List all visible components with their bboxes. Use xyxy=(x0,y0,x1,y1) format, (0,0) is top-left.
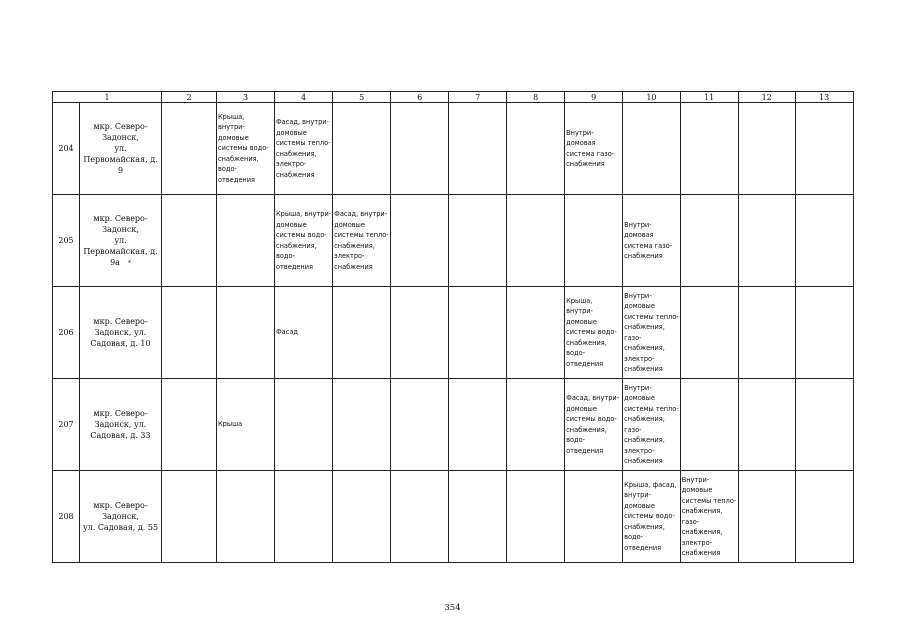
work-line: Внутри- xyxy=(624,220,652,229)
work-line: снабжения xyxy=(624,457,663,465)
address-line: мкр. Северо- xyxy=(93,409,148,418)
work-line: домовые xyxy=(624,302,655,310)
address-line: мкр. Северо- xyxy=(93,122,148,131)
work-cell-c6 xyxy=(391,287,449,379)
work-cell-c5 xyxy=(333,471,391,563)
work-line: снабжения, xyxy=(624,522,665,531)
address-cell xyxy=(80,471,162,563)
work-line: Фасад, внутри- xyxy=(276,118,329,126)
work-cell-c5 xyxy=(333,103,391,195)
work-line: домовые xyxy=(276,220,307,229)
work-line: Крыша, xyxy=(566,296,593,305)
work-line: снабжения, xyxy=(681,528,723,536)
address-line-text: 9а xyxy=(110,257,120,267)
work-cell-c2 xyxy=(162,287,217,379)
work-cell-c9 xyxy=(565,287,623,379)
work-cell-c13 xyxy=(795,287,853,379)
work-line: снабжения xyxy=(566,160,605,168)
work-cell-c7 xyxy=(449,195,507,287)
column-header-5: 5 xyxy=(333,92,391,103)
column-header-11: 11 xyxy=(680,92,738,103)
work-cell-c12 xyxy=(738,103,795,195)
work-line: системы тепло- xyxy=(681,496,737,505)
table-row xyxy=(53,195,854,287)
table-row xyxy=(53,379,854,471)
work-cell-c4 xyxy=(275,471,333,563)
work-line: Внутри- xyxy=(681,475,710,484)
work-line: домовые xyxy=(624,501,655,510)
work-cell-c9 xyxy=(565,379,623,471)
work-line: водо- xyxy=(218,165,237,174)
work-line: водо- xyxy=(276,252,295,260)
column-header-3: 3 xyxy=(217,92,275,103)
address-line: ул. Садовая, д. 55 xyxy=(82,523,159,532)
column-header-7: 7 xyxy=(449,92,507,103)
work-line: домовые xyxy=(276,128,307,137)
work-cell-c11 xyxy=(680,195,738,287)
work-line: снабжения, xyxy=(624,436,665,444)
work-line: домовая xyxy=(624,231,654,239)
address-line: ул. Первомайская, д. xyxy=(83,235,158,256)
work-cell-c4 xyxy=(275,287,333,379)
work-cell-c8 xyxy=(507,379,565,471)
work-line: электро- xyxy=(276,160,307,168)
work-cell-c8 xyxy=(507,471,565,563)
work-line: Крыша, фасад, xyxy=(624,480,677,489)
table-row xyxy=(53,287,854,379)
work-line: внутри- xyxy=(566,307,593,316)
work-cell-c11 xyxy=(680,103,738,195)
address-line: Садовая, д. 33 xyxy=(90,431,151,440)
work-line: Внутри- xyxy=(624,291,652,300)
work-cell-c12 xyxy=(738,287,795,379)
row-number: 207 xyxy=(53,379,80,471)
address-cell xyxy=(80,379,162,471)
work-cell-c4 xyxy=(275,379,333,471)
work-line: Внутри- xyxy=(624,383,652,392)
work-line: Внутри- xyxy=(566,128,594,137)
work-cell-c5 xyxy=(333,287,391,379)
work-line: системы тепло- xyxy=(624,312,679,321)
work-cell-c9 xyxy=(565,471,623,563)
address-cell xyxy=(80,287,162,379)
work-cell-c9 xyxy=(565,195,623,287)
work-cell-c6 xyxy=(391,379,449,471)
column-header-6: 6 xyxy=(391,92,449,103)
row-number: 205 xyxy=(53,195,80,287)
work-line: электро- xyxy=(681,538,713,547)
address-line: Задонск, xyxy=(102,224,139,234)
work-cell-c3 xyxy=(217,379,275,471)
work-line: системы водо- xyxy=(218,144,269,153)
work-line: Фасад xyxy=(276,328,298,337)
work-line: внутри- xyxy=(218,123,245,132)
work-line: отведения xyxy=(218,175,255,184)
work-cell-c7 xyxy=(449,379,507,471)
work-line: системы водо- xyxy=(276,231,327,239)
work-line: снабжения xyxy=(276,170,315,179)
work-line: система газо- xyxy=(624,241,673,250)
work-cell-c11 xyxy=(680,471,738,563)
work-line: отведения xyxy=(566,359,604,368)
column-header-10: 10 xyxy=(623,92,681,103)
work-line: снабжения, xyxy=(566,338,607,347)
work-line: водо- xyxy=(566,349,586,358)
work-line: снабжения, xyxy=(218,154,259,163)
address-line: мкр. Северо- xyxy=(93,501,148,510)
work-line: домовые xyxy=(334,220,365,229)
work-line: снабжения, xyxy=(334,241,375,250)
work-line: газо- xyxy=(624,425,642,434)
work-cell-c10 xyxy=(623,195,681,287)
work-line: Фасад, внутри- xyxy=(334,210,388,218)
column-header-1: 1 xyxy=(53,92,162,103)
work-cell-c11 xyxy=(680,287,738,379)
work-line: снабжения xyxy=(334,262,373,271)
work-cell-c2 xyxy=(162,103,217,195)
work-line: водо- xyxy=(566,436,586,444)
footnote-mark: * xyxy=(127,259,131,267)
work-line: Крыша, xyxy=(218,112,245,121)
work-line: электро- xyxy=(624,354,655,363)
work-cell-c11 xyxy=(680,379,738,471)
work-cell-c6 xyxy=(391,195,449,287)
work-line: электро- xyxy=(334,252,365,260)
work-line: домовая xyxy=(566,139,596,147)
work-cell-c13 xyxy=(795,103,853,195)
work-cell-c10 xyxy=(623,103,681,195)
address-line xyxy=(82,257,159,269)
column-header-8: 8 xyxy=(507,92,565,103)
work-line: снабжения xyxy=(624,252,663,260)
work-line: системы водо- xyxy=(624,512,675,521)
work-cell-c12 xyxy=(738,379,795,471)
work-line: снабжения, xyxy=(624,323,665,331)
work-line: домовые xyxy=(218,133,249,142)
work-line: снабжения, xyxy=(624,344,665,352)
work-cell-c7 xyxy=(449,103,507,195)
column-header-2: 2 xyxy=(162,92,217,103)
work-cell-c5 xyxy=(333,195,391,287)
work-line: газо- xyxy=(624,333,642,342)
work-line: внутри- xyxy=(624,491,651,500)
work-line: системы тепло- xyxy=(276,139,331,147)
work-line: водо- xyxy=(624,533,644,542)
work-line: домовые xyxy=(566,404,597,413)
address-line: Задонск, xyxy=(102,512,139,521)
address-cell xyxy=(80,195,162,287)
work-line: системы водо- xyxy=(566,415,617,423)
work-cell-c13 xyxy=(795,471,853,563)
column-number-row xyxy=(53,92,854,103)
work-cell-c4 xyxy=(275,103,333,195)
column-header-9: 9 xyxy=(565,92,623,103)
table-row xyxy=(53,471,854,563)
work-cell-c8 xyxy=(507,287,565,379)
work-line: газо- xyxy=(681,517,700,526)
work-line: системы тепло- xyxy=(624,404,679,413)
work-line: системы водо- xyxy=(566,328,617,337)
work-cell-c8 xyxy=(507,195,565,287)
work-cell-c5 xyxy=(333,379,391,471)
work-line: Фасад, внутри- xyxy=(566,394,620,402)
address-cell xyxy=(80,103,162,195)
work-cell-c3 xyxy=(217,287,275,379)
work-line: снабжения, xyxy=(681,507,723,515)
work-line: Крыша xyxy=(218,420,243,429)
column-header-4: 4 xyxy=(275,92,333,103)
work-line: снабжения, xyxy=(624,415,665,423)
work-line: Крыша, внутри- xyxy=(276,210,332,218)
work-line: снабжения xyxy=(681,549,721,557)
page-number: 354 xyxy=(444,603,461,613)
row-number: 208 xyxy=(53,471,80,563)
work-cell-c10 xyxy=(623,287,681,379)
work-line: домовые xyxy=(566,317,597,326)
work-cell-c2 xyxy=(162,195,217,287)
address-line: Задонск, ул. xyxy=(94,420,147,429)
work-line: система газо- xyxy=(566,149,615,158)
work-line: снабжения, xyxy=(276,149,317,158)
work-cell-c7 xyxy=(449,287,507,379)
work-cell-c12 xyxy=(738,195,795,287)
table-row xyxy=(53,103,854,195)
address-line: Садовая, д. 10 xyxy=(90,339,151,348)
work-line: домовые xyxy=(624,394,655,402)
work-line: системы тепло- xyxy=(334,231,389,239)
work-cell-c13 xyxy=(795,379,853,471)
works-schedule-table xyxy=(52,91,854,563)
work-cell-c3 xyxy=(217,103,275,195)
work-line: снабжения, xyxy=(276,241,317,250)
address-line: Задонск, ул. xyxy=(94,328,147,337)
work-cell-c4 xyxy=(275,195,333,287)
work-cell-c8 xyxy=(507,103,565,195)
work-cell-c3 xyxy=(217,195,275,287)
work-cell-c13 xyxy=(795,195,853,287)
work-line: электро- xyxy=(624,446,655,455)
work-cell-c7 xyxy=(449,471,507,563)
work-cell-c2 xyxy=(162,471,217,563)
address-line: мкр. Северо- xyxy=(93,213,148,223)
row-number: 206 xyxy=(53,287,80,379)
address-line: мкр. Северо- xyxy=(93,317,148,326)
work-line: отведения xyxy=(276,262,313,271)
row-number: 204 xyxy=(53,103,80,195)
address-line: ул. Первомайская, д. xyxy=(83,144,158,164)
work-cell-c3 xyxy=(217,471,275,563)
column-header-12: 12 xyxy=(738,92,795,103)
work-cell-c2 xyxy=(162,379,217,471)
work-line: отведения xyxy=(624,543,662,552)
address-line: Задонск, xyxy=(102,133,139,142)
work-line: отведения xyxy=(566,446,604,455)
work-line: снабжения, xyxy=(566,425,607,434)
work-cell-c10 xyxy=(623,471,681,563)
work-cell-c6 xyxy=(391,103,449,195)
column-header-13: 13 xyxy=(795,92,853,103)
work-line: домовые xyxy=(681,486,713,494)
work-cell-c12 xyxy=(738,471,795,563)
work-cell-c6 xyxy=(391,471,449,563)
work-cell-c10 xyxy=(623,379,681,471)
work-line: снабжения xyxy=(624,365,663,373)
work-cell-c9 xyxy=(565,103,623,195)
address-line: 9 xyxy=(117,166,124,175)
